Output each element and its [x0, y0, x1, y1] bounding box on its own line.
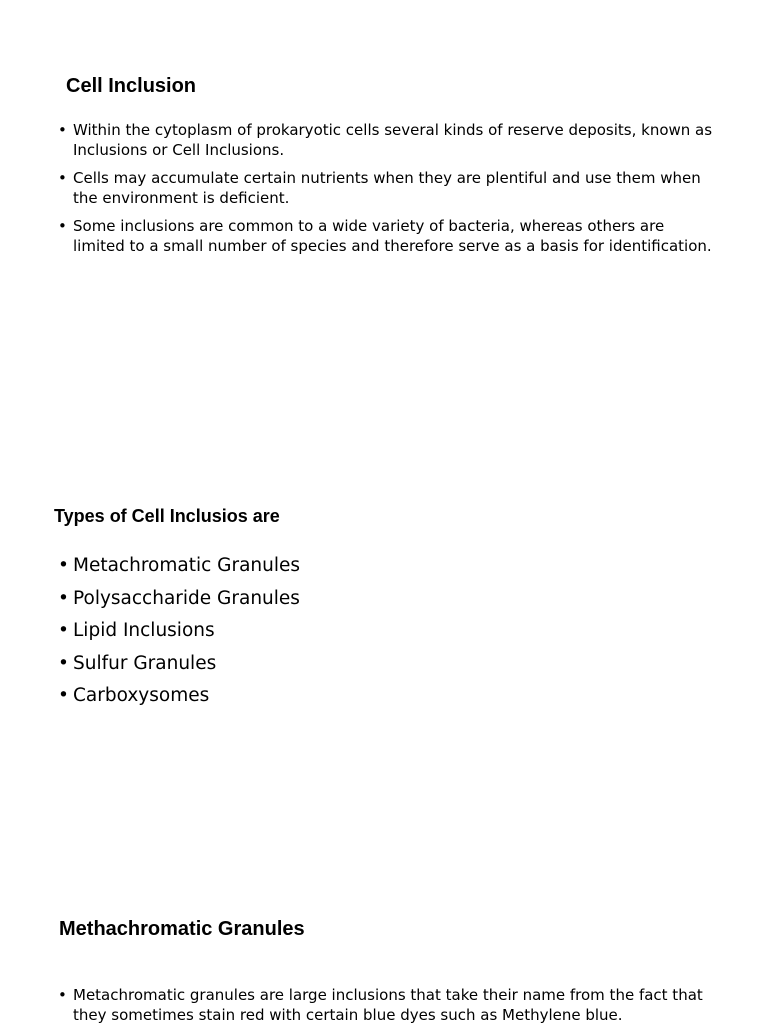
- list-item: • Some inclusions are common to a wide variety of bacteria, whereas others are limited to a small number of species and therefore serve as a basis for identification.: [58, 216, 718, 256]
- list-item: • Sulfur Granules: [58, 648, 558, 681]
- list-item: • Metachromatic Granules: [58, 550, 558, 583]
- list-item: • Carboxysomes: [58, 680, 558, 713]
- list-item: • Cells may accumulate certain nutrients when they are plentiful and use them when the environment is deficient.: [58, 168, 718, 208]
- cell-inclusion-heading: Cell Inclusion: [66, 75, 197, 97]
- types-list: [58, 550, 558, 713]
- cell-inclusion-list: [58, 120, 718, 264]
- list-item: • Polysaccharide Granules: [58, 583, 558, 616]
- types-heading: Types of Cell Inclusios are: [54, 506, 280, 526]
- metachromatic-heading: Methachromatic Granules: [59, 918, 305, 940]
- metachromatic-list: [58, 985, 738, 1025]
- list-item: • Within the cytoplasm of prokaryotic cells several kinds of reserve deposits, known as Inclusions or Cell Inclusions.: [58, 120, 718, 160]
- list-item: • Lipid Inclusions: [58, 615, 558, 648]
- list-item: • Metachromatic granules are large inclusions that take their name from the fact that they sometimes stain red with certain blue dyes such as Methylene blue.: [58, 985, 738, 1025]
